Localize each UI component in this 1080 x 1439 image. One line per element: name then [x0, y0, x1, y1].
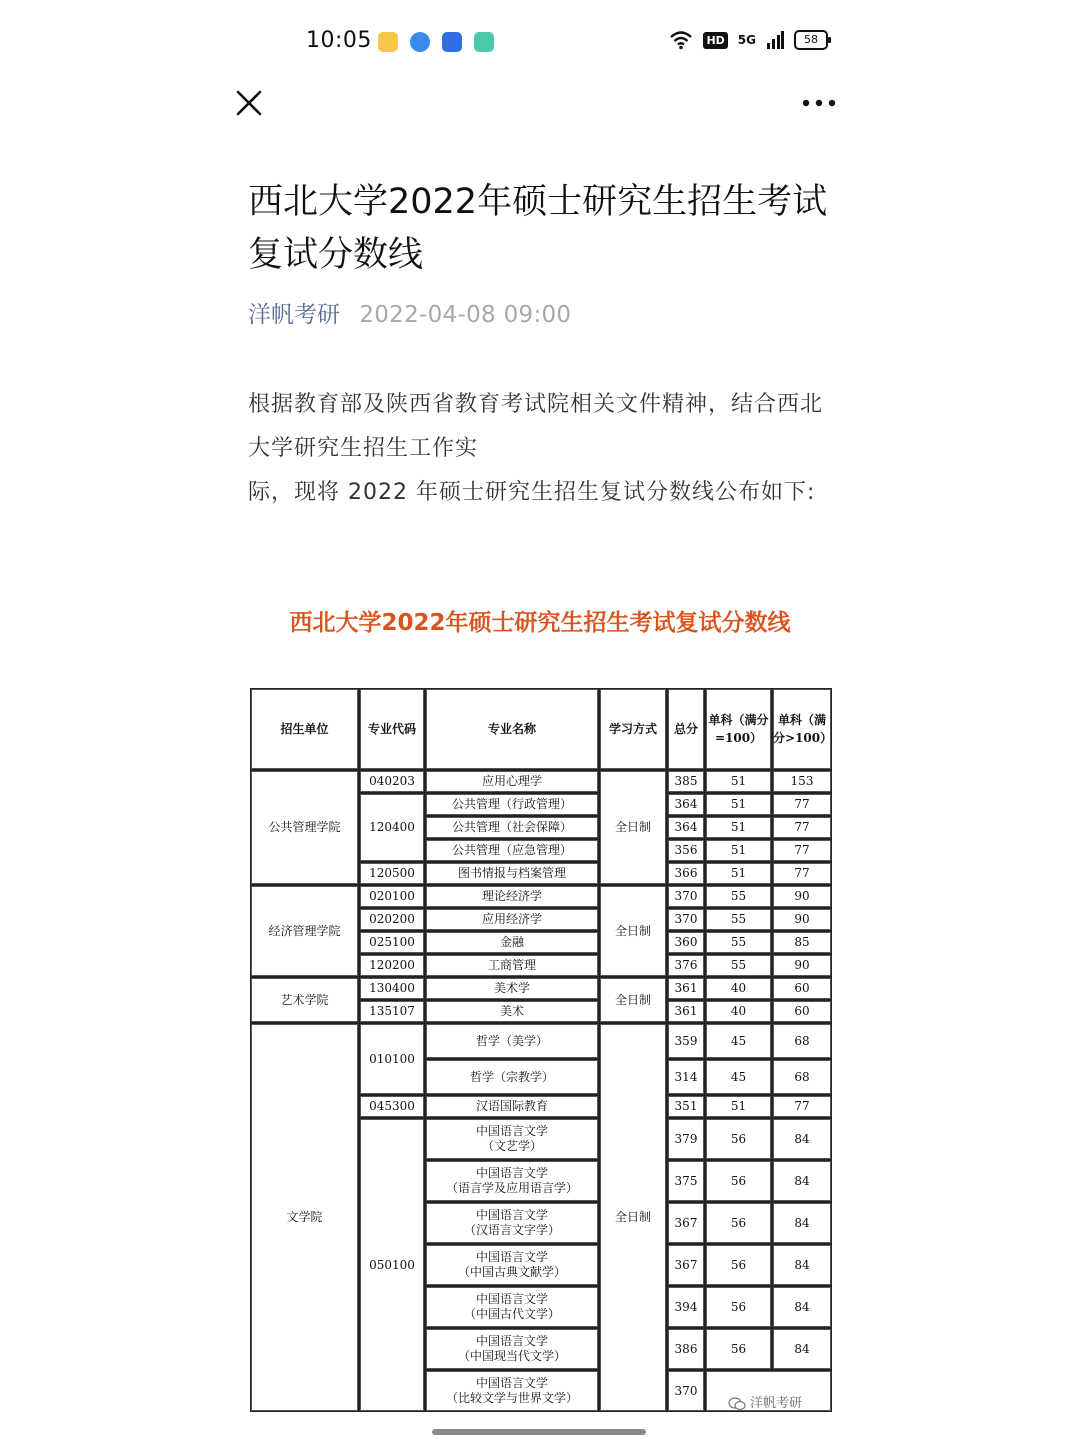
total-cell: 314 [667, 1059, 705, 1095]
name-cell: 工商管理 [425, 954, 599, 977]
unit-cell: 文学院 [250, 1023, 359, 1412]
mode-cell: 全日制 [599, 1023, 667, 1412]
name-line: 中国语言文学 [475, 1124, 548, 1138]
code-cell: 135107 [359, 1000, 425, 1023]
name-line: 中国语言文学 [475, 1166, 548, 1180]
single-100-cell: 56 [705, 1202, 772, 1244]
single-100-cell: 55 [705, 908, 772, 931]
single-over-100-cell: 90 [772, 908, 832, 931]
single-over-100-cell: 84 [772, 1328, 832, 1370]
name-line: 中国语言文学 [475, 1250, 548, 1264]
notes-icon [474, 32, 494, 52]
intro-paragraph: 根据教育部及陕西省教育考试院相关文件精神，结合西北大学研究生招生工作实 [248, 392, 824, 461]
watermark-label: 洋帆考研 [750, 1396, 803, 1411]
name-line: 中国语言文学 [475, 1292, 548, 1306]
name-cell [425, 1160, 599, 1202]
total-cell: 370 [667, 908, 705, 931]
code-cell: 050100 [359, 1118, 425, 1412]
name-cell: 汉语国际教育 [425, 1095, 599, 1118]
header-single-100: 单科（满分=100） [705, 688, 772, 770]
author-link[interactable]: 洋帆考研 [248, 302, 340, 328]
header-total: 总分 [667, 688, 705, 770]
mode-cell: 全日制 [599, 770, 667, 885]
table-row [250, 977, 832, 1000]
battery-icon: 58 [794, 30, 828, 50]
code-cell: 120400 [359, 793, 425, 862]
single-100-cell: 56 [705, 1286, 772, 1328]
name-cell [425, 1118, 599, 1160]
single-100-cell: 40 [705, 977, 772, 1000]
header-name: 专业名称 [425, 688, 599, 770]
signal-icon [766, 31, 784, 49]
total-cell: 379 [667, 1118, 705, 1160]
name-cell: 公共管理（应急管理） [425, 839, 599, 862]
unit-cell: 经济管理学院 [250, 885, 359, 977]
total-cell: 394 [667, 1286, 705, 1328]
mode-cell: 全日制 [599, 885, 667, 977]
total-cell: 360 [667, 931, 705, 954]
total-cell: 359 [667, 1023, 705, 1059]
name-line: 中国语言文学 [475, 1334, 548, 1348]
table-header-row [250, 688, 832, 770]
single-over-100-cell: 85 [772, 931, 832, 954]
single-over-100-cell: 77 [772, 816, 832, 839]
name-cell: 理论经济学 [425, 885, 599, 908]
name-cell [425, 1202, 599, 1244]
single-over-100-cell: 77 [772, 1095, 832, 1118]
table-row [250, 885, 832, 908]
single-over-100-cell: 84 [772, 1244, 832, 1286]
total-cell: 361 [667, 1000, 705, 1023]
name-line: 中国语言文学 [475, 1376, 548, 1390]
single-over-100-cell: 77 [772, 793, 832, 816]
single-100-cell: 51 [705, 839, 772, 862]
single-100-cell: 51 [705, 770, 772, 793]
single-over-100-cell: 84 [772, 1202, 832, 1244]
name-cell: 美术学 [425, 977, 599, 1000]
name-cell: 哲学（宗教学） [425, 1059, 599, 1095]
single-100-cell: 55 [705, 954, 772, 977]
code-cell: 120200 [359, 954, 425, 977]
single-100-cell: 40 [705, 1000, 772, 1023]
total-cell: 361 [667, 977, 705, 1000]
name-line: （中国现当代文学） [457, 1349, 566, 1363]
single-100-cell: 56 [705, 1328, 772, 1370]
single-100-cell: 45 [705, 1059, 772, 1095]
code-cell: 040203 [359, 770, 425, 793]
code-cell: 130400 [359, 977, 425, 1000]
name-line: （语言学及应用语言学） [445, 1181, 578, 1195]
total-cell: 351 [667, 1095, 705, 1118]
single-100-cell: 51 [705, 1095, 772, 1118]
name-cell [425, 1286, 599, 1328]
browser-icon [410, 32, 430, 52]
score-table-image [250, 688, 832, 1428]
single-over-100-cell: 77 [772, 862, 832, 885]
article-meta [248, 296, 571, 329]
single-over-100-cell: 60 [772, 977, 832, 1000]
name-line: （比较文学与世界文学） [445, 1391, 578, 1405]
total-cell: 370 [667, 885, 705, 908]
wechat-icon [728, 1397, 746, 1411]
document-heading: 西北大学2022年硕士研究生招生考试复试分数线 [289, 610, 791, 636]
code-cell: 010100 [359, 1023, 425, 1095]
name-cell: 图书情报与档案管理 [425, 862, 599, 885]
single-100-cell: 56 [705, 1118, 772, 1160]
single-over-100-cell: 153 [772, 770, 832, 793]
score-table [250, 688, 832, 1412]
total-cell: 376 [667, 954, 705, 977]
table-row [250, 1023, 832, 1059]
single-100-cell: 55 [705, 931, 772, 954]
publish-date: 2022-04-08 09:00 [359, 302, 572, 328]
header-code: 专业代码 [359, 688, 425, 770]
code-cell: 025100 [359, 931, 425, 954]
code-cell: 120500 [359, 862, 425, 885]
single-over-100-cell: 77 [772, 839, 832, 862]
watermark-text [728, 1392, 802, 1411]
total-cell: 356 [667, 839, 705, 862]
name-cell: 公共管理（社会保障） [425, 816, 599, 839]
single-100-cell: 56 [705, 1160, 772, 1202]
total-cell: 375 [667, 1160, 705, 1202]
single-100-cell: 51 [705, 793, 772, 816]
intro-paragraph-continued: 际，现将 2022 年硕士研究生招生复试分数线公布如下: [248, 480, 816, 505]
header-mode: 学习方式 [599, 688, 667, 770]
single-over-100-cell: 84 [772, 1160, 832, 1202]
single-over-100-cell: 84 [772, 1118, 832, 1160]
unit-cell: 公共管理学院 [250, 770, 359, 885]
single-over-100-cell: 90 [772, 885, 832, 908]
unit-cell: 艺术学院 [250, 977, 359, 1023]
name-cell: 美术 [425, 1000, 599, 1023]
more-icon[interactable] [800, 90, 838, 116]
single-over-100-cell: 60 [772, 1000, 832, 1023]
total-cell: 370 [667, 1370, 705, 1412]
status-indicators [669, 30, 828, 50]
weibo-icon [378, 32, 398, 52]
hd-icon: HD [703, 32, 727, 49]
name-line: （汉语言文字学） [463, 1223, 560, 1237]
mode-cell: 全日制 [599, 977, 667, 1023]
total-cell: 386 [667, 1328, 705, 1370]
total-cell: 364 [667, 816, 705, 839]
status-bar [0, 0, 1080, 86]
total-cell: 385 [667, 770, 705, 793]
article-title: 西北大学2022年硕士研究生招生考试复试分数线 [248, 182, 828, 275]
total-cell: 364 [667, 793, 705, 816]
header-unit: 招生单位 [250, 688, 359, 770]
network-label: 5G [737, 33, 756, 47]
single-100-cell: 51 [705, 862, 772, 885]
single-100-cell: 45 [705, 1023, 772, 1059]
header-single-over-100: 单科（满分>100） [772, 688, 832, 770]
name-line: （中国古代文学） [463, 1307, 560, 1321]
single-100-cell: 55 [705, 885, 772, 908]
code-cell: 020100 [359, 885, 425, 908]
total-cell: 367 [667, 1244, 705, 1286]
close-icon[interactable] [234, 88, 264, 118]
single-100-cell: 56 [705, 1244, 772, 1286]
home-indicator[interactable] [432, 1429, 646, 1435]
name-line: （文艺学） [481, 1139, 542, 1153]
status-time: 10:05 [306, 28, 372, 53]
total-cell: 366 [667, 862, 705, 885]
single-over-100-cell: 84 [772, 1286, 832, 1328]
wifi-icon [669, 30, 693, 50]
single-100-cell: 51 [705, 816, 772, 839]
single-over-100-cell: 68 [772, 1059, 832, 1095]
single-over-100-cell: 68 [772, 1023, 832, 1059]
name-line: （中国古典文献学） [457, 1265, 566, 1279]
name-cell [425, 1328, 599, 1370]
name-cell: 公共管理（行政管理） [425, 793, 599, 816]
code-cell: 045300 [359, 1095, 425, 1118]
total-cell: 367 [667, 1202, 705, 1244]
name-cell: 应用经济学 [425, 908, 599, 931]
code-cell: 020200 [359, 908, 425, 931]
single-over-100-cell: 90 [772, 954, 832, 977]
name-cell: 应用心理学 [425, 770, 599, 793]
table-row [250, 770, 832, 793]
name-line: 中国语言文学 [475, 1208, 548, 1222]
name-cell [425, 1244, 599, 1286]
name-cell [425, 1370, 599, 1412]
translate-icon [442, 32, 462, 52]
name-cell: 哲学（美学） [425, 1023, 599, 1059]
name-cell: 金融 [425, 931, 599, 954]
